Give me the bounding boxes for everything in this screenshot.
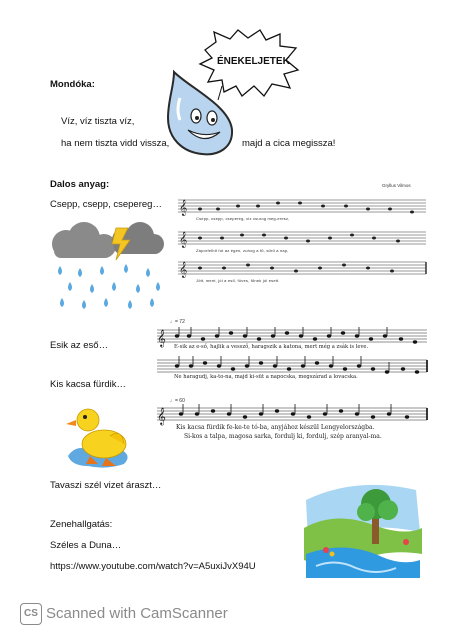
scanned-watermark: Scanned with CamScanner	[46, 605, 228, 622]
bubble-text: ÉNEKELJETEK	[217, 56, 290, 67]
song3-title: Kis kacsa fürdik…	[50, 379, 127, 390]
song3-lyric-1: Kis kacsa fürdik fe-ke-te tó-ba, anyjához készül Lengyelországba.	[176, 424, 375, 431]
song1-title: Csepp, csepp, csepereg…	[50, 199, 162, 210]
listening-piece: Széles a Duna…	[50, 540, 122, 551]
camscanner-logo-text: CS	[24, 608, 38, 619]
listening-title: Zenehallgatás:	[50, 519, 113, 530]
songs-title: Dalos anyag:	[50, 179, 110, 190]
water-drop-image	[160, 68, 240, 158]
svg-text:𝄞: 𝄞	[179, 200, 188, 216]
song4-title: Tavaszi szél vizet áraszt…	[50, 480, 162, 491]
svg-text:𝄞: 𝄞	[179, 262, 188, 278]
rain-cloud-image	[46, 222, 166, 317]
camscanner-logo	[20, 603, 42, 625]
river-landscape-image	[296, 470, 426, 585]
song2-tempo: ♩= 72	[170, 319, 185, 325]
svg-text:𝄞: 𝄞	[157, 407, 166, 425]
song3-tempo: ♩= 60	[170, 398, 185, 404]
rhyme-title: Mondóka:	[50, 79, 95, 90]
song1-lyric-2: Záporfelhő fut az égen, zuhog a fű, sűrű a nap,	[196, 248, 289, 253]
composer-name: Gryllus Vilmos	[382, 183, 411, 188]
listening-url[interactable]: https://www.youtube.com/watch?v=A5uxiJvX94U	[50, 561, 256, 572]
rhyme-line-2b: majd a cica megissza!	[242, 138, 336, 149]
song2-lyric-2: Ne haragudj, ka-to-na, majd ki-süt a napocska, megszárad a lovacska.	[174, 374, 358, 380]
song1-lyric-1: Csepp, csepp, csepereg, viz csurog meg-eresz,	[196, 216, 290, 221]
duck-image	[66, 404, 136, 469]
song1-score	[178, 196, 428, 291]
svg-text:𝄞: 𝄞	[179, 232, 188, 248]
rhyme-line-1: Víz, víz tiszta víz,	[61, 116, 135, 127]
song2-lyric-1: E-sik az e-ső, hajlik a vessző, haragszik a katona, mert még a zsák is leve.	[174, 344, 369, 350]
song2-title: Esik az eső…	[50, 340, 109, 351]
song3-lyric-2: Si-kos a talpa, magosa sarka, fordulj ki, fordulj, szép aranyal-ma.	[184, 433, 382, 440]
rhyme-line-2a: ha nem tiszta vidd vissza,	[61, 138, 170, 149]
svg-text:𝄞: 𝄞	[157, 329, 166, 347]
song1-lyric-3: Jött, ment, jól a eső, füves, fűnek jól esett.	[196, 278, 280, 283]
